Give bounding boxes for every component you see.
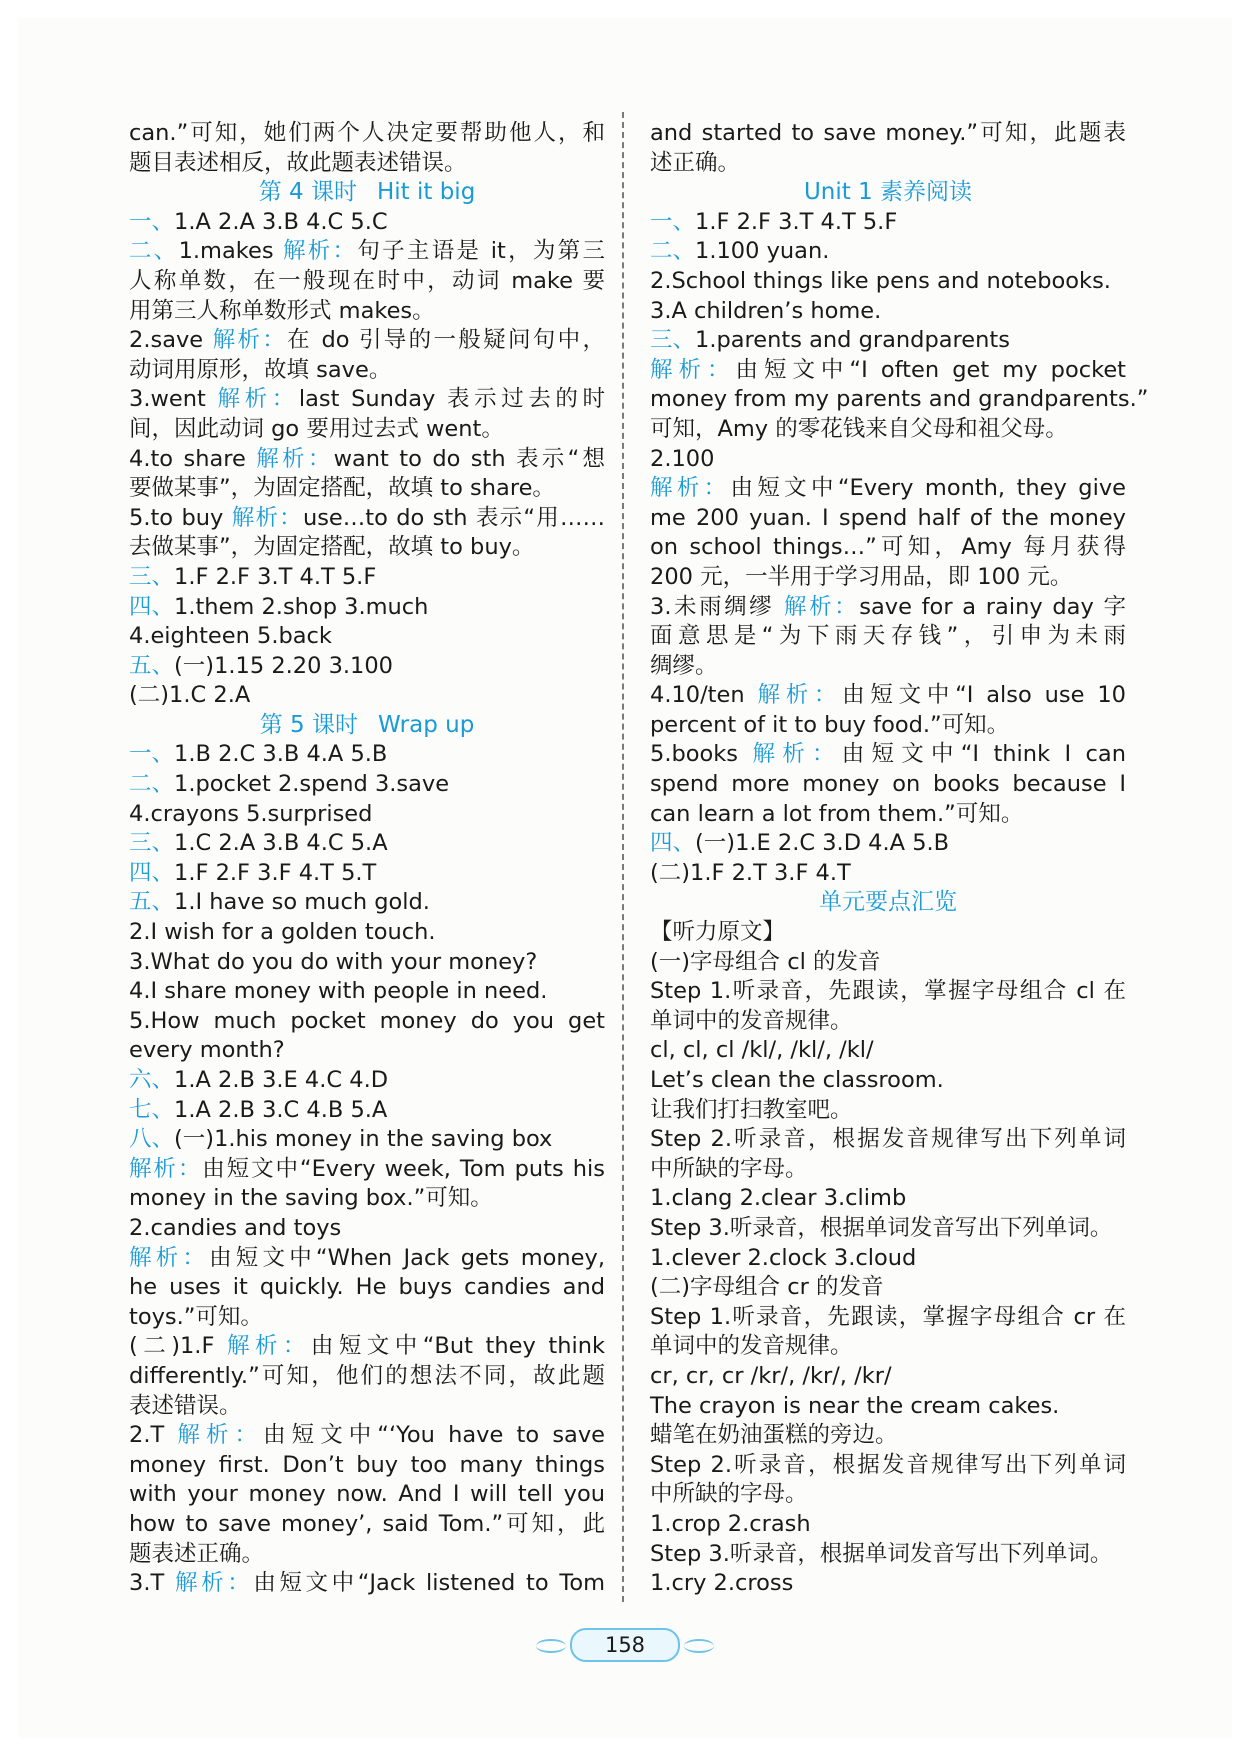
section-number: 四、 (129, 593, 175, 620)
text-line: 人称单数，在一般现在时中，动词 make 要 (129, 267, 605, 294)
text-line: 题目表述相反，故此题表述错误。 (129, 149, 467, 176)
text-line: money first. Don’t buy too many things (129, 1451, 605, 1478)
text-line: 解析：由短文中“Every week, Tom puts his (129, 1155, 605, 1182)
section-number: 二、 (650, 238, 696, 265)
analysis-label: 解析： (217, 386, 299, 413)
text-line: 2.I wish for a golden touch. (129, 919, 436, 946)
text-line: Step 2.听录音，根据发音规律写出下列单词 (650, 1126, 1126, 1153)
text-line: 2.T 解析：由短文中“‘You have to save (129, 1422, 605, 1449)
analysis-label: 解析： (282, 238, 358, 265)
text-line: 七、1.A 2.B 3.C 4.B 5.A (129, 1096, 388, 1123)
text-line: 解析：由短文中“When Jack gets money, (129, 1244, 605, 1271)
text-line: 一、1.B 2.C 3.B 4.A 5.B (129, 741, 388, 768)
text-line: percent of it to buy food.”可知。 (650, 711, 1010, 738)
text-line: Step 2.听录音，根据发音规律写出下列单词 (650, 1451, 1126, 1478)
text-line: spend more money on books because I (650, 771, 1126, 798)
text-line: 题表述正确。 (129, 1540, 265, 1567)
text-line: me 200 yuan. I spend half of the money (650, 504, 1126, 531)
text-line: 述正确。 (650, 149, 741, 176)
text-line: 中所缺的字母。 (650, 1155, 808, 1182)
text-line: can learn a lot from them.”可知。 (650, 800, 1024, 827)
text-line: 2.save 解析：在 do 引导的一般疑问句中， (129, 327, 605, 354)
text-line: and started to save money.”可知，此题表 (650, 120, 1126, 146)
text-line: 二、1.makes 解析：句子主语是 it，为第三 (129, 238, 605, 265)
text-line: Step 1.听录音，先跟读，掌握字母组合 cl 在 (650, 978, 1126, 1005)
text-line: 解析：由短文中“Every month, they give (650, 475, 1126, 502)
text-line: 一、1.F 2.F 3.T 4.T 5.F (650, 208, 898, 235)
text-line: 间，因此动词 go 要用过去式 went。 (129, 415, 504, 442)
text-line: 解析：由短文中“I often get my pocket (650, 356, 1126, 383)
text-line: 五、(一)1.15 2.20 3.100 (129, 652, 393, 679)
section-number: 五、 (129, 652, 175, 679)
text-line: 3.T 解析：由短文中“Jack listened to Tom (129, 1570, 605, 1597)
text-line: 1.cry 2.cross (650, 1570, 794, 1597)
right-ornament-icon (684, 1639, 714, 1653)
section-heading (650, 888, 1126, 918)
right-column (650, 119, 1149, 1599)
section-number: 二、 (129, 771, 175, 798)
section-heading-subtitle: Hit it big (376, 179, 476, 206)
text-line: differently.”可知，他们的想法不同，故此题 (129, 1362, 605, 1389)
text-line: (一)字母组合 cl 的发音 (650, 948, 881, 975)
section-number: 六、 (129, 1067, 175, 1093)
section-number: 四、 (650, 830, 696, 857)
text-line: 二、1.pocket 2.spend 3.save (129, 771, 450, 798)
analysis-label: 解析： (212, 327, 288, 354)
text-line: 单词中的发音规律。 (650, 1333, 853, 1360)
section-number: 一、 (129, 208, 175, 235)
text-line: 3.What do you do with your money? (129, 948, 538, 975)
analysis-label: 解析： (650, 356, 736, 383)
text-line: 200 元，一半用于学习用品，即 100 元。 (650, 563, 1073, 590)
text-line: (二)1.C 2.A (129, 682, 251, 709)
text-line: 一、1.A 2.A 3.B 4.C 5.C (129, 208, 388, 235)
page-footer (0, 1628, 1250, 1668)
analysis-label: 解析： (177, 1422, 264, 1449)
text-line: 四、1.F 2.F 3.F 4.T 5.T (129, 859, 377, 886)
text-line: 表述错误。 (129, 1392, 242, 1419)
section-number: 三、 (650, 327, 696, 354)
text-line: (二)1.F 解析：由短文中“But they think (129, 1333, 605, 1360)
text-line: on school things…”可知，Amy 每月获得 (650, 534, 1126, 561)
section-number: 三、 (129, 563, 175, 590)
section-number: 二、 (129, 238, 179, 265)
left-ornament-icon (536, 1639, 566, 1653)
section-number: 一、 (129, 741, 175, 768)
page-number-text: 158 (604, 1633, 646, 1657)
analysis-label: 解析： (129, 1244, 210, 1271)
section-number: 一、 (650, 208, 696, 235)
text-line: Step 3.听录音，根据单词发音写出下列单词。 (650, 1540, 1113, 1567)
text-line: 让我们打扫教室吧。 (650, 1096, 853, 1123)
text-line: 5.How much pocket money do you get (129, 1007, 605, 1034)
text-line: 4.eighteen 5.back (129, 623, 332, 650)
analysis-label: 解析： (757, 682, 843, 709)
text-line: 2.100 (650, 445, 715, 472)
text-line: every month? (129, 1037, 285, 1064)
text-line: 三、1.F 2.F 3.T 4.T 5.F (129, 563, 377, 590)
analysis-label: 解析： (650, 475, 731, 502)
section-heading-title: 第 5 课时 (259, 711, 358, 738)
text-line: 5.books 解析：由短文中“I think I can (650, 741, 1126, 768)
text-line: 三、1.parents and grandparents (650, 327, 1010, 354)
analysis-label: 解析： (784, 593, 860, 620)
text-line: The crayon is near the cream cakes. (650, 1392, 1060, 1419)
text-line: he uses it quickly. He buys candies and (129, 1274, 605, 1301)
text-line: 2.candies and toys (129, 1214, 342, 1241)
section-heading-title: Unit 1 素养阅读 (803, 179, 973, 206)
text-line: how to save money’, said Tom.”可知，此 (129, 1510, 605, 1537)
text-line: 3.未雨绸缪 解析：save for a rainy day 字 (650, 593, 1126, 620)
section-heading (129, 178, 605, 208)
text-line: 3.A children’s home. (650, 297, 882, 324)
section-number: 七、 (129, 1096, 175, 1123)
text-line: money in the saving box.”可知。 (129, 1185, 493, 1212)
text-line: 4.crayons 5.surprised (129, 800, 373, 827)
analysis-label: 解析： (231, 504, 303, 531)
section-number: 八、 (129, 1126, 175, 1153)
section-heading (129, 711, 605, 741)
section-number: 四、 (129, 859, 175, 886)
text-line: 六、1.A 2.B 3.E 4.C 4.D (129, 1067, 389, 1093)
text-line: 蜡笔在奶油蛋糕的旁边。 (650, 1422, 898, 1449)
text-line: 3.went 解析：last Sunday 表示过去的时 (129, 386, 605, 413)
text-line: 可知，Amy 的零花钱来自父母和祖父母。 (650, 415, 1068, 442)
text-line: cl, cl, cl /kl/, /kl/, /kl/ (650, 1037, 874, 1064)
text-line: 四、1.them 2.shop 3.much (129, 593, 429, 620)
text-line: 面意思是“为下雨天存钱”，引申为未雨 (650, 623, 1126, 650)
analysis-label: 解析： (129, 1155, 203, 1182)
text-line: 4.10/ten 解析：由短文中“I also use 10 (650, 682, 1126, 709)
text-line: money from my parents and grandparents.” (650, 386, 1149, 413)
column-divider (622, 112, 624, 1602)
text-line: (二)1.F 2.T 3.F 4.T (650, 859, 851, 886)
text-line: 1.crop 2.crash (650, 1510, 811, 1537)
text-line: 中所缺的字母。 (650, 1481, 808, 1508)
text-line: 四、(一)1.E 2.C 3.D 4.A 5.B (650, 830, 950, 857)
text-line: 5.to buy 解析：use…to do sth 表示“用…… (129, 504, 605, 531)
analysis-label: 解析： (752, 741, 842, 768)
text-line: 2.School things like pens and notebooks. (650, 267, 1111, 294)
analysis-label: 解析： (227, 1333, 311, 1360)
text-line: 4.I share money with people in need. (129, 978, 548, 1005)
text-line: 用第三人称单数形式 makes。 (129, 297, 435, 324)
text-line: 五、1.I have so much gold. (129, 889, 430, 916)
text-line: with your money now. And I will tell you (129, 1481, 605, 1508)
text-line: Let’s clean the classroom. (650, 1067, 944, 1093)
text-line: 八、(一)1.his money in the saving box (129, 1126, 553, 1153)
section-number: 三、 (129, 830, 175, 857)
text-line: 单词中的发音规律。 (650, 1007, 853, 1034)
page-number (570, 1628, 680, 1662)
text-line: 1.clever 2.clock 3.cloud (650, 1244, 917, 1271)
text-line: 4.to share 解析：want to do sth 表示“想 (129, 445, 605, 472)
section-heading-title: 单元要点汇览 (819, 889, 957, 916)
section-heading-title: 第 4 课时 (258, 179, 357, 206)
analysis-label: 解析： (174, 1570, 254, 1597)
section-number: 五、 (129, 889, 175, 916)
analysis-label: 解析： (256, 445, 334, 472)
section-heading-subtitle: Wrap up (377, 711, 475, 738)
text-line: 1.clang 2.clear 3.climb (650, 1185, 907, 1212)
text-line: 动词用原形，故填 save。 (129, 356, 392, 383)
text-line: toys.”可知。 (129, 1303, 263, 1330)
text-line: 二、1.100 yuan. (650, 238, 830, 265)
left-column (129, 119, 605, 1599)
text-line: 绸缪。 (650, 652, 718, 679)
text-line: 去做某事”，为固定搭配，故填 to buy。 (129, 534, 535, 561)
text-line: 要做某事”，为固定搭配，故填 to share。 (129, 475, 555, 502)
text-line: Step 3.听录音，根据单词发音写出下列单词。 (650, 1214, 1113, 1241)
text-line: cr, cr, cr /kr/, /kr/, /kr/ (650, 1362, 892, 1389)
text-line: Step 1.听录音，先跟读，掌握字母组合 cr 在 (650, 1303, 1126, 1330)
text-line: 【听力原文】 (650, 919, 786, 946)
section-heading (650, 178, 1126, 208)
text-line: can.”可知，她们两个人决定要帮助他人，和 (129, 120, 605, 146)
text-line: (二)字母组合 cr 的发音 (650, 1274, 884, 1301)
text-line: 三、1.C 2.A 3.B 4.C 5.A (129, 830, 388, 857)
